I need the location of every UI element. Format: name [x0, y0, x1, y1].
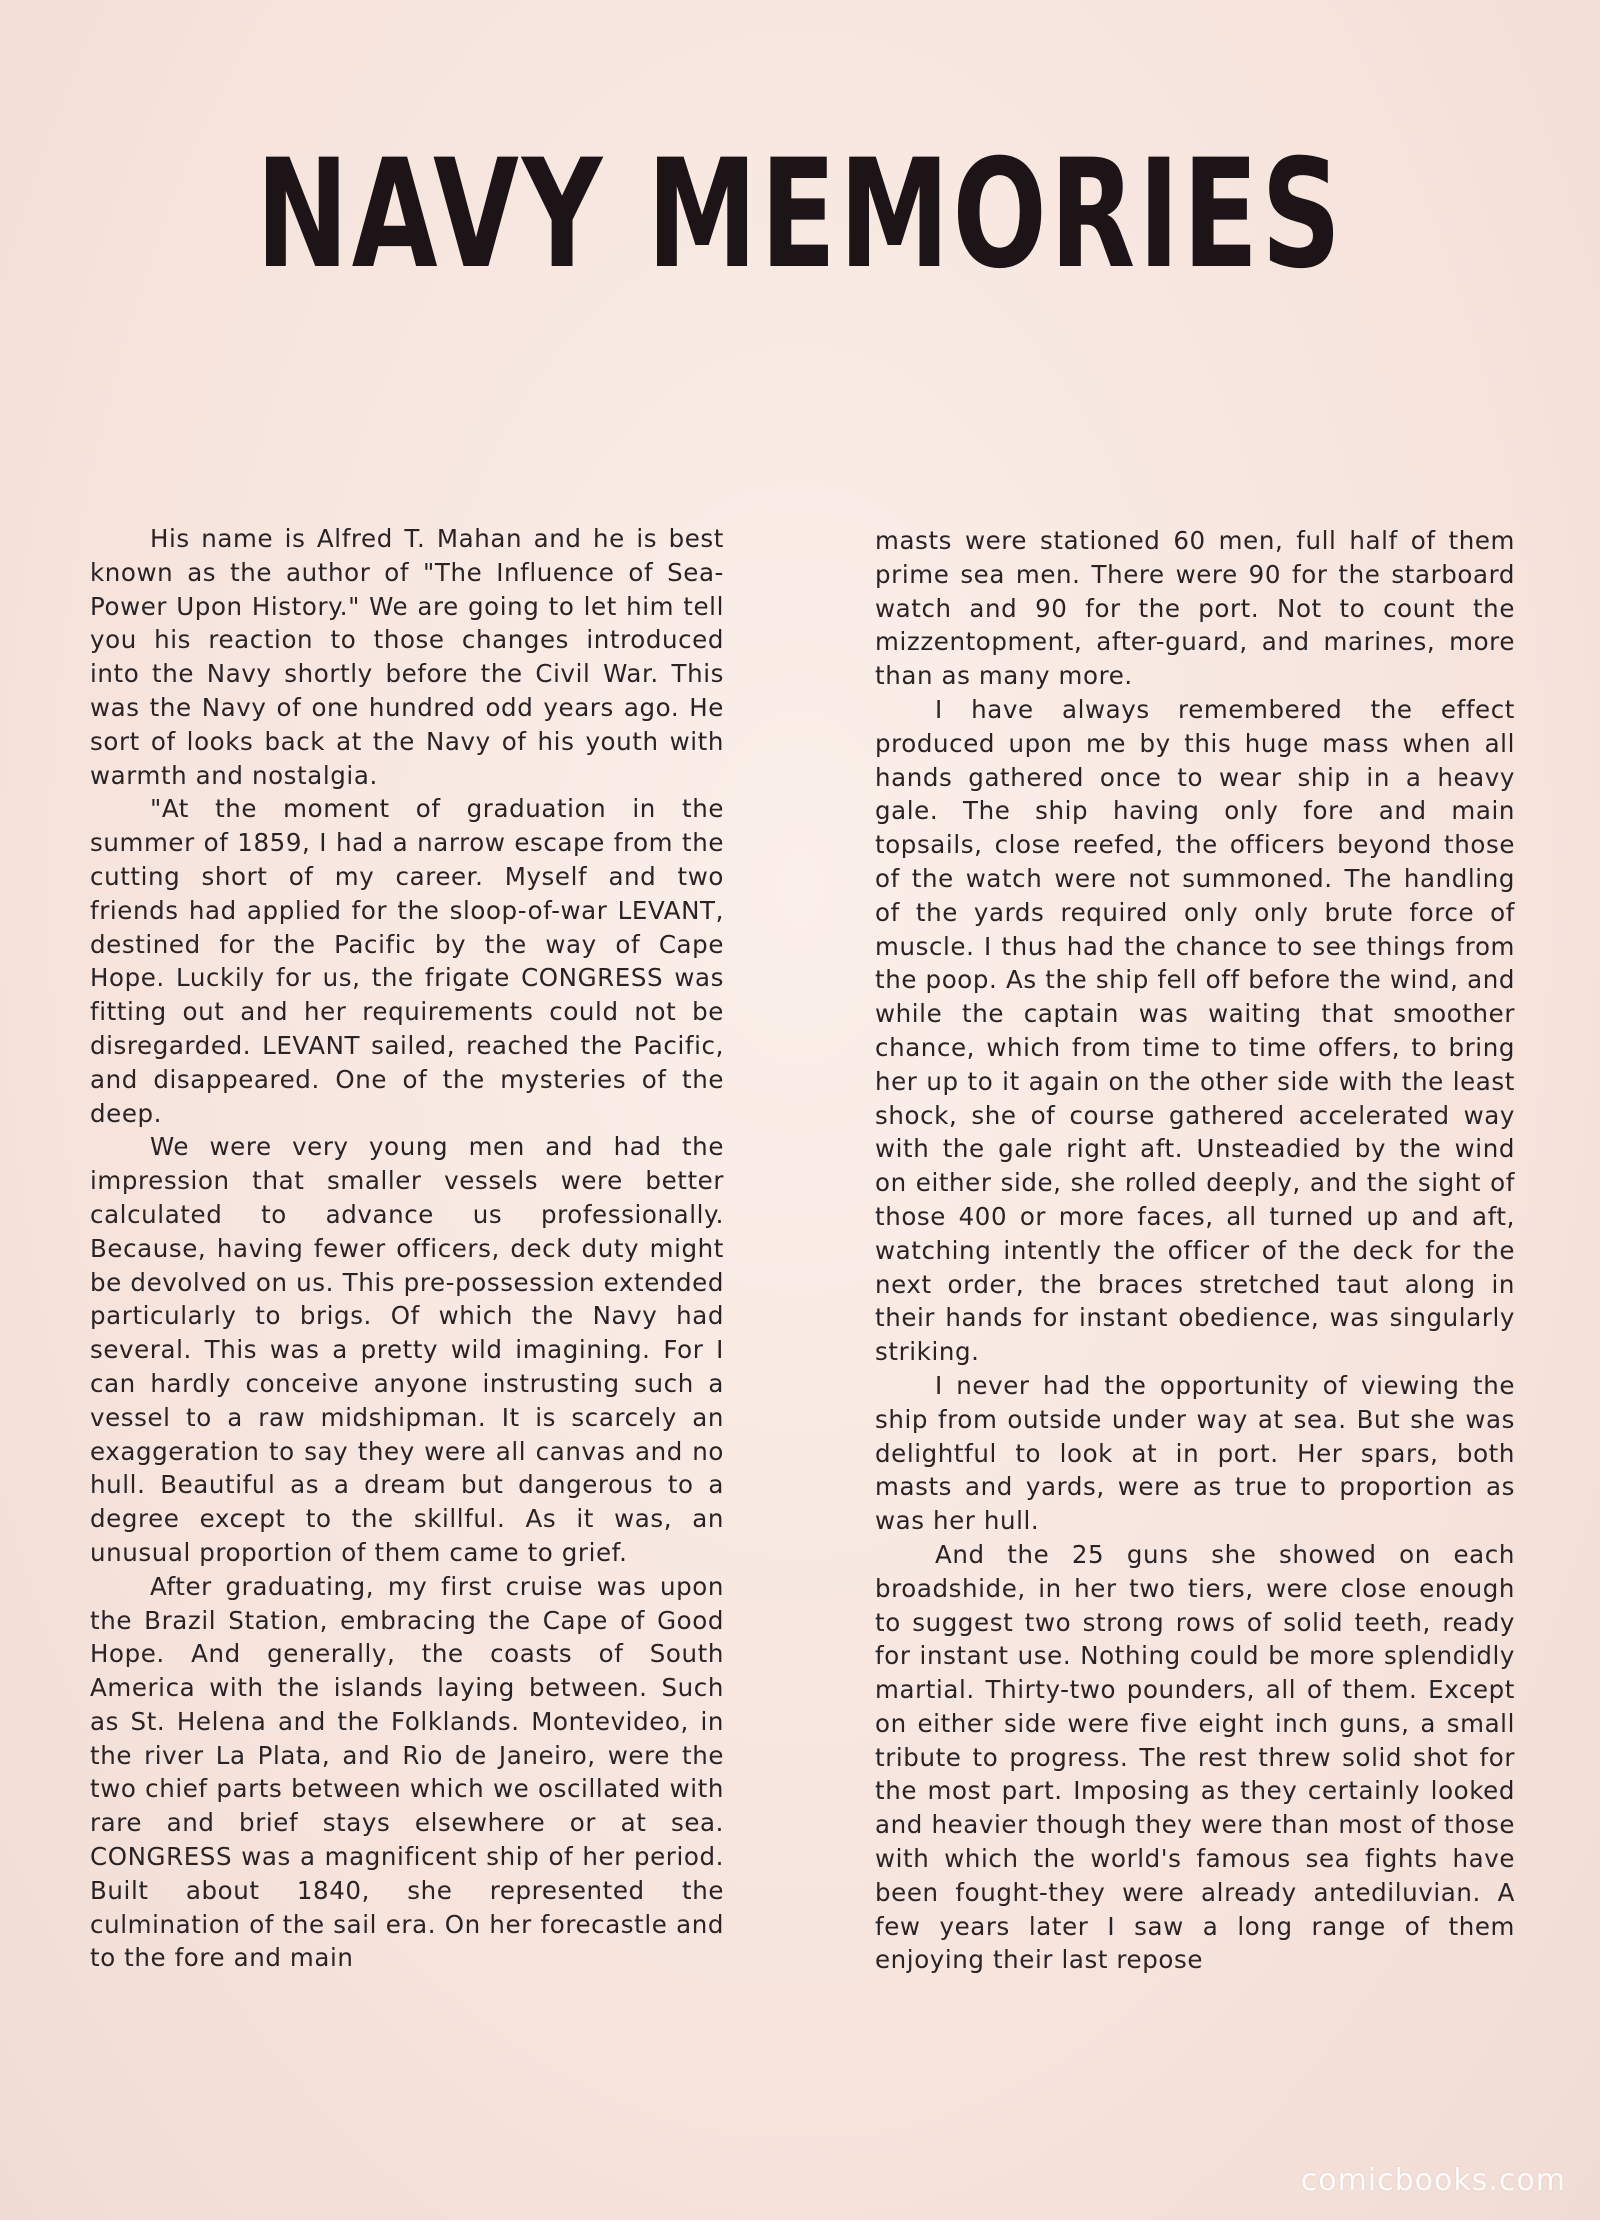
paragraph: His name is Alfred T. Mahan and he is best known as the author of "The Influence of Sea-Power Upon History." We are going to let him tell you his reaction to those changes introduced into the Navy shortly before the Civil War. This was the Navy of one hundred odd years ago. He sort of looks back at the Navy of his youth with warmth and nostalgia. [90, 524, 724, 790]
paragraph: And the 25 guns she showed on each broadshide, in her two tiers, were close enough to suggest two strong rows of solid teeth, ready for instant use. Nothing could be more splendidly martial. Thirty-two pounders, all of them. Except on either side were five eight inch guns, a small tribute to progress. The rest threw solid shot for the most part. Imposing as they certainly looked and heavier though they were than most of those with which the world's famous sea fights have been fought-they were already antediluvian. A few years later I saw a long range of them enjoying their last repose [875, 1539, 1515, 1975]
paragraph: I have always remembered the effect produced upon me by this huge mass when all hands gathered once to wear ship in a heavy gale. The ship having only fore and main topsails, close reefed, the officers beyond those of the watch were not summoned. The handling of the yards required only only brute force of muscle. I thus had the chance to see things from the poop. As the ship fell off before the wind, and while the captain was waiting that smoother chance, which from time to time offers, to bring her up to it again on the other side with the least shock, she of course gathered accelerated way with the gale right aft. Unsteadied by the wind on either side, she rolled deeply, and the sight of those 400 or more faces, all turned up and aft, watching intently the officer of the deck for the next order, the braces stretched taut along in their hands for instant obedience, was singularly striking. [875, 694, 1515, 1367]
right-text-column [875, 524, 1515, 1977]
paragraph: masts were stationed 60 men, full half of them prime sea men. There were 90 for the starboard watch and 90 for the port. Not to count the mizzentopment, after-guard, and marines, more than as many more. [875, 526, 1515, 691]
page-title: NAVY MEMORIES [255, 128, 1345, 302]
left-text-column [90, 522, 724, 1975]
paragraph: I never had the opportunity of viewing the ship from outside under way at sea. But she was delightful to look at in port. Her spars, both masts and yards, were as true to proportion as was her hull. [875, 1370, 1515, 1536]
paragraph: After graduating, my first cruise was upon the Brazil Station, embracing the Cape of Good Hope. And generally, the coasts of South America with the islands laying between. Such as St. Helena and the Folklands. Montevideo, in the river La Plata, and Rio de Janeiro, were the two chief parts between which we oscillated with rare and brief stays elsewhere or at sea. CONGRESS was a magnificent ship of her period. Built about 1840, she represented the culmination of the sail era. On her forecastle and to the fore and main [90, 1571, 724, 1973]
paragraph: "At the moment of graduation in the summer of 1859, I had a narrow escape from the cutting short of my career. Myself and two friends had applied for the sloop-of-war LEVANT, destined for the Pacific by the way of Cape Hope. Luckily for us, the frigate CONGRESS was fitting out and her requirements could not be disregarded. LEVANT sailed, reached the Pacific, and disappeared. One of the mysteries of the deep. [90, 794, 724, 1128]
watermark: comicbooks.com [1300, 2163, 1566, 2198]
paragraph: We were very young men and had the impression that smaller vessels were better calculated to advance us professionally. Because, having fewer officers, deck duty might be devolved on us. This pre-possession extended particularly to brigs. Of which the Navy had several. This was a pretty wild imagining. For I can hardly conceive anyone instrusting such a vessel to a raw midshipman. It is scarcely an exaggeration to say they were all canvas and no hull. Beautiful as a dream but dangerous to a degree except to the skillful. As it was, an unusual proportion of them came to grief. [90, 1132, 724, 1567]
